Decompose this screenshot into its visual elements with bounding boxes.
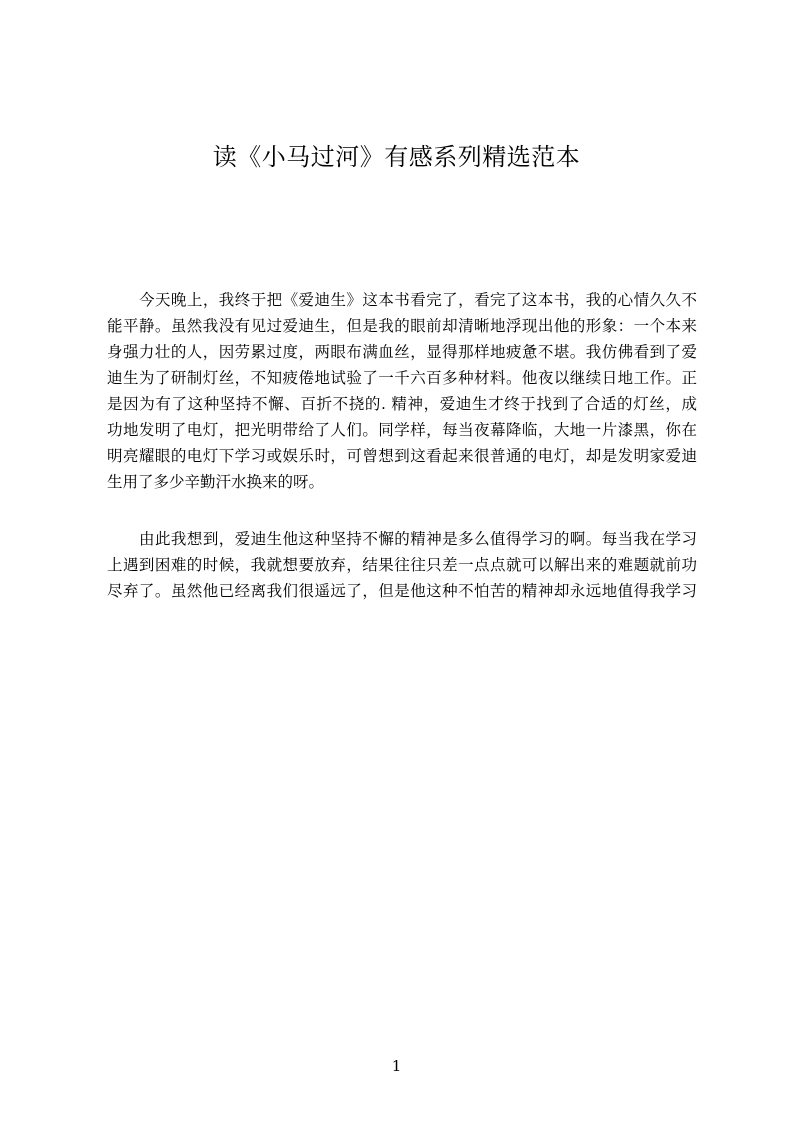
- paragraph-line: 尽弃了。虽然他已经离我们很遥远了，但是他这种不怕苦的精神却永远地值得我学习: [107, 582, 697, 600]
- paragraph-line: 今天晚上，我终于把《爱迪生》这本书看完了，看完了这本书，我的心情久久不: [139, 291, 697, 309]
- paragraph-line: 上遇到困难的时候，我就想要放弃，结果往往只差一点点就可以解出来的难题就前功: [107, 556, 697, 574]
- paragraph-line: 功地发明了电灯，把光明带给了人们。同学样，每当夜幕降临，大地一片漆黑，你在: [107, 421, 697, 439]
- paragraph-line: 由此我想到，爱迪生他这种坚持不懈的精神是多么值得学习的啊。每当我在学习: [139, 530, 697, 548]
- paragraph-line: 身强力壮的人，因劳累过度，两眼布满血丝，显得那样地疲惫不堪。我仿佛看到了爱: [107, 343, 697, 361]
- document-title: 读《小马过河》有感系列精选范本: [212, 143, 581, 171]
- paragraph-line: 生用了多少辛勤汗水换来的呀。: [107, 473, 325, 491]
- paragraph-line: 明亮耀眼的电灯下学习或娱乐时，可曾想到这看起来很普通的电灯，却是发明家爱迪: [107, 447, 697, 465]
- page-number: 1: [391, 1057, 402, 1075]
- paragraph-line: 迪生为了研制灯丝，不知疲倦地试验了一千六百多种材料。他夜以继续日地工作。正: [107, 369, 697, 387]
- paragraph-line: 是因为有了这种坚持不懈、百折不挠的. 精神，爱迪生才终于找到了合适的灯丝，成: [107, 395, 697, 413]
- paragraph-line: 能平静。虽然我没有见过爱迪生，但是我的眼前却清晰地浮现出他的形象：一个本来: [107, 317, 697, 335]
